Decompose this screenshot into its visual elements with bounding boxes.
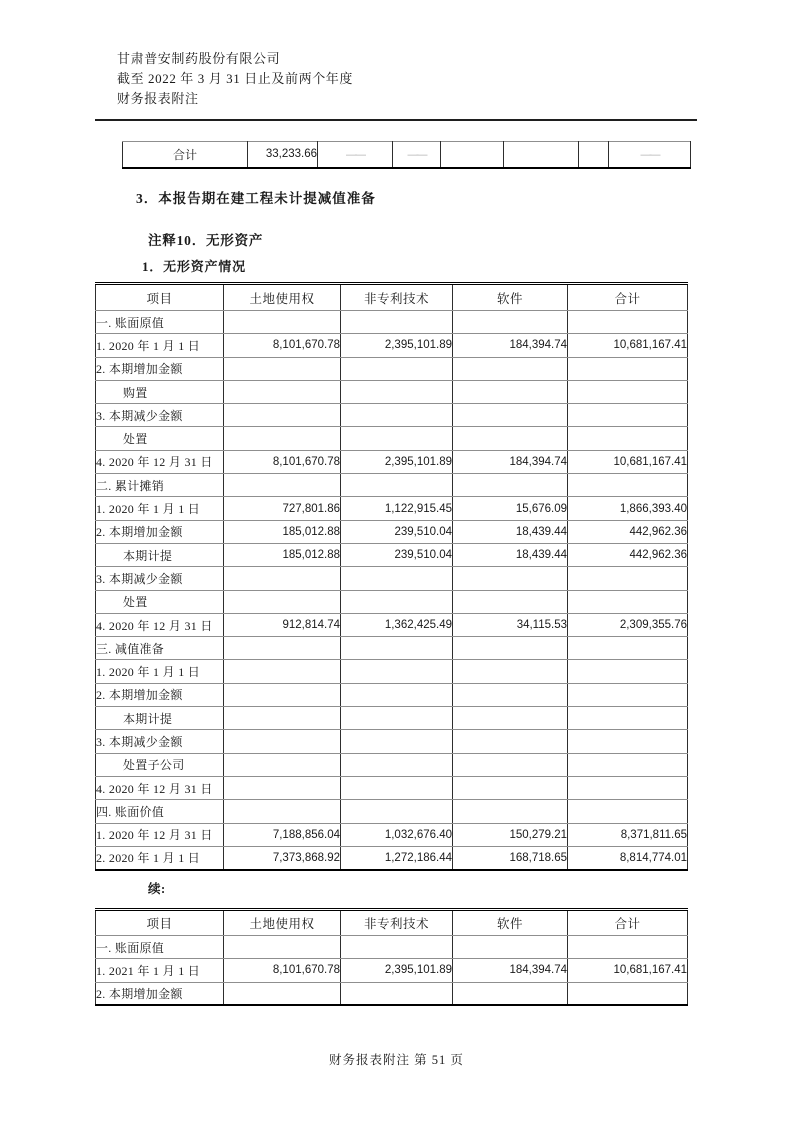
- table-row: [96, 404, 688, 427]
- value-cell: [453, 683, 568, 706]
- row-label-cell: 处置子公司: [96, 753, 224, 776]
- row-label-cell: 本期计提: [96, 707, 224, 730]
- table-row: [96, 707, 688, 730]
- nil-dash: ——: [640, 148, 659, 161]
- row-label-cell: 2. 本期增加金额: [96, 982, 224, 1005]
- value-cell: [453, 936, 568, 959]
- value-cell: [224, 753, 341, 776]
- continued-label: 续:: [148, 882, 166, 896]
- value-cell: 239,510.04: [341, 520, 453, 543]
- value-cell: [568, 936, 688, 959]
- row-label-cell: 二. 累计摊销: [96, 474, 224, 497]
- value-cell: [224, 660, 341, 683]
- column-header: 土地使用权: [224, 910, 341, 936]
- value-cell: [568, 357, 688, 380]
- value-cell: 239,510.04: [341, 543, 453, 566]
- table-row: [96, 936, 688, 959]
- row-label-cell: 处置: [96, 427, 224, 450]
- row-label-cell: 1. 2021 年 1 月 1 日: [96, 959, 224, 982]
- value-cell: [453, 380, 568, 403]
- row-label-cell: 一. 账面原值: [96, 936, 224, 959]
- column-header: 合计: [568, 284, 688, 311]
- column-header: 项目: [96, 284, 224, 311]
- value-cell: 1,866,393.40: [568, 497, 688, 520]
- value-cell: [453, 707, 568, 730]
- value-cell: [341, 730, 453, 753]
- row-label-cell: 2. 本期增加金额: [96, 683, 224, 706]
- value-cell: 168,718.65: [453, 846, 568, 869]
- row-label-cell: 4. 2020 年 12 月 31 日: [96, 776, 224, 799]
- row-label-cell: 2. 2020 年 1 月 1 日: [96, 846, 224, 869]
- total-row: [123, 142, 691, 168]
- value-cell: 442,962.36: [568, 520, 688, 543]
- value-cell: 18,439.44: [453, 520, 568, 543]
- value-cell: 442,962.36: [568, 543, 688, 566]
- table-row: [96, 311, 688, 334]
- value-cell: 8,101,670.78: [224, 334, 341, 357]
- value-cell: 1,122,915.45: [341, 497, 453, 520]
- document-header: [117, 49, 353, 109]
- table-row: [96, 959, 688, 982]
- row-label-cell: 本期计提: [96, 543, 224, 566]
- value-cell: [568, 474, 688, 497]
- value-cell: [224, 776, 341, 799]
- column-header: 软件: [453, 910, 568, 936]
- value-cell: [341, 660, 453, 683]
- value-cell: 7,188,856.04: [224, 823, 341, 846]
- value-cell: [568, 753, 688, 776]
- column-header: 土地使用权: [224, 284, 341, 311]
- row-label-cell: 2. 本期增加金额: [96, 520, 224, 543]
- header-row: [96, 910, 688, 936]
- value-cell: [453, 427, 568, 450]
- value-cell: [579, 142, 609, 168]
- header-divider: [95, 119, 697, 121]
- value-cell: 10,681,167.41: [568, 334, 688, 357]
- row-label-cell: 一. 账面原值: [96, 311, 224, 334]
- row-label-cell: 四. 账面价值: [96, 800, 224, 823]
- value-cell: 33,233.66: [248, 142, 318, 168]
- value-cell: 8,101,670.78: [224, 959, 341, 982]
- table-row: [96, 357, 688, 380]
- value-cell: [393, 142, 441, 168]
- table-row: [96, 730, 688, 753]
- value-cell: [568, 637, 688, 660]
- row-label-cell: 3. 本期减少金额: [96, 730, 224, 753]
- value-cell: [568, 683, 688, 706]
- value-cell: [453, 660, 568, 683]
- value-cell: [341, 427, 453, 450]
- value-cell: [318, 142, 393, 168]
- intangible-assets-continued-table: [95, 908, 688, 1006]
- table-row: [96, 800, 688, 823]
- value-cell: [224, 380, 341, 403]
- value-cell: [504, 142, 579, 168]
- row-label-cell: 1. 2020 年 12 月 31 日: [96, 823, 224, 846]
- value-cell: [568, 590, 688, 613]
- table-row: [96, 660, 688, 683]
- column-header: 软件: [453, 284, 568, 311]
- row-label-cell: 1. 2020 年 1 月 1 日: [96, 334, 224, 357]
- value-cell: [453, 567, 568, 590]
- subsection-heading-intangible-assets-status: 1．无形资产情况: [142, 259, 246, 274]
- value-cell: [453, 637, 568, 660]
- value-cell: [224, 311, 341, 334]
- value-cell: 2,309,355.76: [568, 613, 688, 636]
- value-cell: 34,115.53: [453, 613, 568, 636]
- column-header: 项目: [96, 910, 224, 936]
- value-cell: [224, 936, 341, 959]
- value-cell: 185,012.88: [224, 543, 341, 566]
- value-cell: [224, 707, 341, 730]
- value-cell: [453, 357, 568, 380]
- column-header: 合计: [568, 910, 688, 936]
- column-header: 非专利技术: [341, 910, 453, 936]
- value-cell: [341, 683, 453, 706]
- nil-dash: ——: [407, 148, 426, 161]
- value-cell: [224, 637, 341, 660]
- value-cell: [224, 982, 341, 1005]
- value-cell: [341, 707, 453, 730]
- section-heading-construction-impairment: 3．本报告期在建工程未计提减值准备: [136, 191, 376, 206]
- table-row: [96, 543, 688, 566]
- value-cell: [341, 936, 453, 959]
- table-row: [96, 590, 688, 613]
- value-cell: [224, 567, 341, 590]
- value-cell: 185,012.88: [224, 520, 341, 543]
- table-row: [96, 427, 688, 450]
- header-row: [96, 284, 688, 311]
- value-cell: 912,814.74: [224, 613, 341, 636]
- value-cell: 1,362,425.49: [341, 613, 453, 636]
- row-label-cell: 购置: [96, 380, 224, 403]
- value-cell: [341, 800, 453, 823]
- value-cell: 150,279.21: [453, 823, 568, 846]
- note10-heading-intangible-assets: 注释10．无形资产: [148, 233, 264, 248]
- value-cell: [568, 730, 688, 753]
- row-label-cell: 3. 本期减少金额: [96, 567, 224, 590]
- value-cell: [568, 776, 688, 799]
- value-cell: [453, 311, 568, 334]
- value-cell: [224, 404, 341, 427]
- value-cell: [568, 380, 688, 403]
- row-label-cell: 合计: [123, 142, 248, 168]
- value-cell: 184,394.74: [453, 959, 568, 982]
- table-row: [96, 637, 688, 660]
- table-row: [96, 450, 688, 473]
- column-header: 非专利技术: [341, 284, 453, 311]
- value-cell: [568, 800, 688, 823]
- row-label-cell: 3. 本期减少金额: [96, 404, 224, 427]
- value-cell: [441, 142, 504, 168]
- row-label-cell: 处置: [96, 590, 224, 613]
- value-cell: [224, 730, 341, 753]
- value-cell: [341, 590, 453, 613]
- intangible-assets-table: [95, 282, 688, 871]
- value-cell: [568, 707, 688, 730]
- value-cell: 2,395,101.89: [341, 450, 453, 473]
- table-row: [96, 474, 688, 497]
- value-cell: [453, 730, 568, 753]
- row-label-cell: 4. 2020 年 12 月 31 日: [96, 613, 224, 636]
- value-cell: 18,439.44: [453, 543, 568, 566]
- value-cell: [341, 753, 453, 776]
- value-cell: [341, 567, 453, 590]
- row-label-cell: 三. 减值准备: [96, 637, 224, 660]
- table-row: [96, 823, 688, 846]
- row-label-cell: 1. 2020 年 1 月 1 日: [96, 660, 224, 683]
- report-period: 截至 2022 年 3 月 31 日止及前两个年度: [117, 71, 353, 86]
- value-cell: [568, 567, 688, 590]
- value-cell: [224, 357, 341, 380]
- value-cell: [453, 590, 568, 613]
- value-cell: 8,101,670.78: [224, 450, 341, 473]
- table-row: [96, 982, 688, 1005]
- value-cell: [568, 404, 688, 427]
- value-cell: 10,681,167.41: [568, 959, 688, 982]
- value-cell: [453, 800, 568, 823]
- value-cell: 7,373,868.92: [224, 846, 341, 869]
- table-row: [96, 613, 688, 636]
- value-cell: [224, 800, 341, 823]
- value-cell: 184,394.74: [453, 450, 568, 473]
- value-cell: 2,395,101.89: [341, 334, 453, 357]
- document-type: 财务报表附注: [117, 91, 199, 106]
- value-cell: [341, 776, 453, 799]
- table-row: [96, 753, 688, 776]
- value-cell: [568, 982, 688, 1005]
- value-cell: [224, 427, 341, 450]
- value-cell: [341, 637, 453, 660]
- company-name: 甘肃普安制药股份有限公司: [117, 51, 281, 66]
- value-cell: [341, 357, 453, 380]
- table-row: [96, 776, 688, 799]
- row-label-cell: 2. 本期增加金额: [96, 357, 224, 380]
- value-cell: [453, 404, 568, 427]
- value-cell: [453, 776, 568, 799]
- value-cell: [453, 753, 568, 776]
- value-cell: [341, 311, 453, 334]
- value-cell: [341, 404, 453, 427]
- value-cell: 184,394.74: [453, 334, 568, 357]
- value-cell: [453, 982, 568, 1005]
- value-cell: [568, 660, 688, 683]
- value-cell: [341, 380, 453, 403]
- value-cell: 8,371,811.65: [568, 823, 688, 846]
- value-cell: [568, 311, 688, 334]
- value-cell: [568, 427, 688, 450]
- row-label-cell: 4. 2020 年 12 月 31 日: [96, 450, 224, 473]
- page-footer: 财务报表附注 第 51 页: [329, 1053, 464, 1067]
- table-row: [96, 497, 688, 520]
- value-cell: [224, 474, 341, 497]
- value-cell: 8,814,774.01: [568, 846, 688, 869]
- value-cell: [453, 474, 568, 497]
- value-cell: 2,395,101.89: [341, 959, 453, 982]
- value-cell: [224, 590, 341, 613]
- table-row: [96, 380, 688, 403]
- table-row: [96, 846, 688, 869]
- table-row: [96, 520, 688, 543]
- table-row: [96, 567, 688, 590]
- value-cell: [609, 142, 691, 168]
- carryover-total-row-table: [122, 141, 691, 169]
- value-cell: 1,032,676.40: [341, 823, 453, 846]
- value-cell: [341, 474, 453, 497]
- table-row: [96, 683, 688, 706]
- row-label-cell: 1. 2020 年 1 月 1 日: [96, 497, 224, 520]
- value-cell: 15,676.09: [453, 497, 568, 520]
- nil-dash: ——: [346, 148, 364, 161]
- value-cell: [341, 982, 453, 1005]
- table-row: [96, 334, 688, 357]
- value-cell: 10,681,167.41: [568, 450, 688, 473]
- value-cell: 1,272,186.44: [341, 846, 453, 869]
- value-cell: 727,801.86: [224, 497, 341, 520]
- value-cell: [224, 683, 341, 706]
